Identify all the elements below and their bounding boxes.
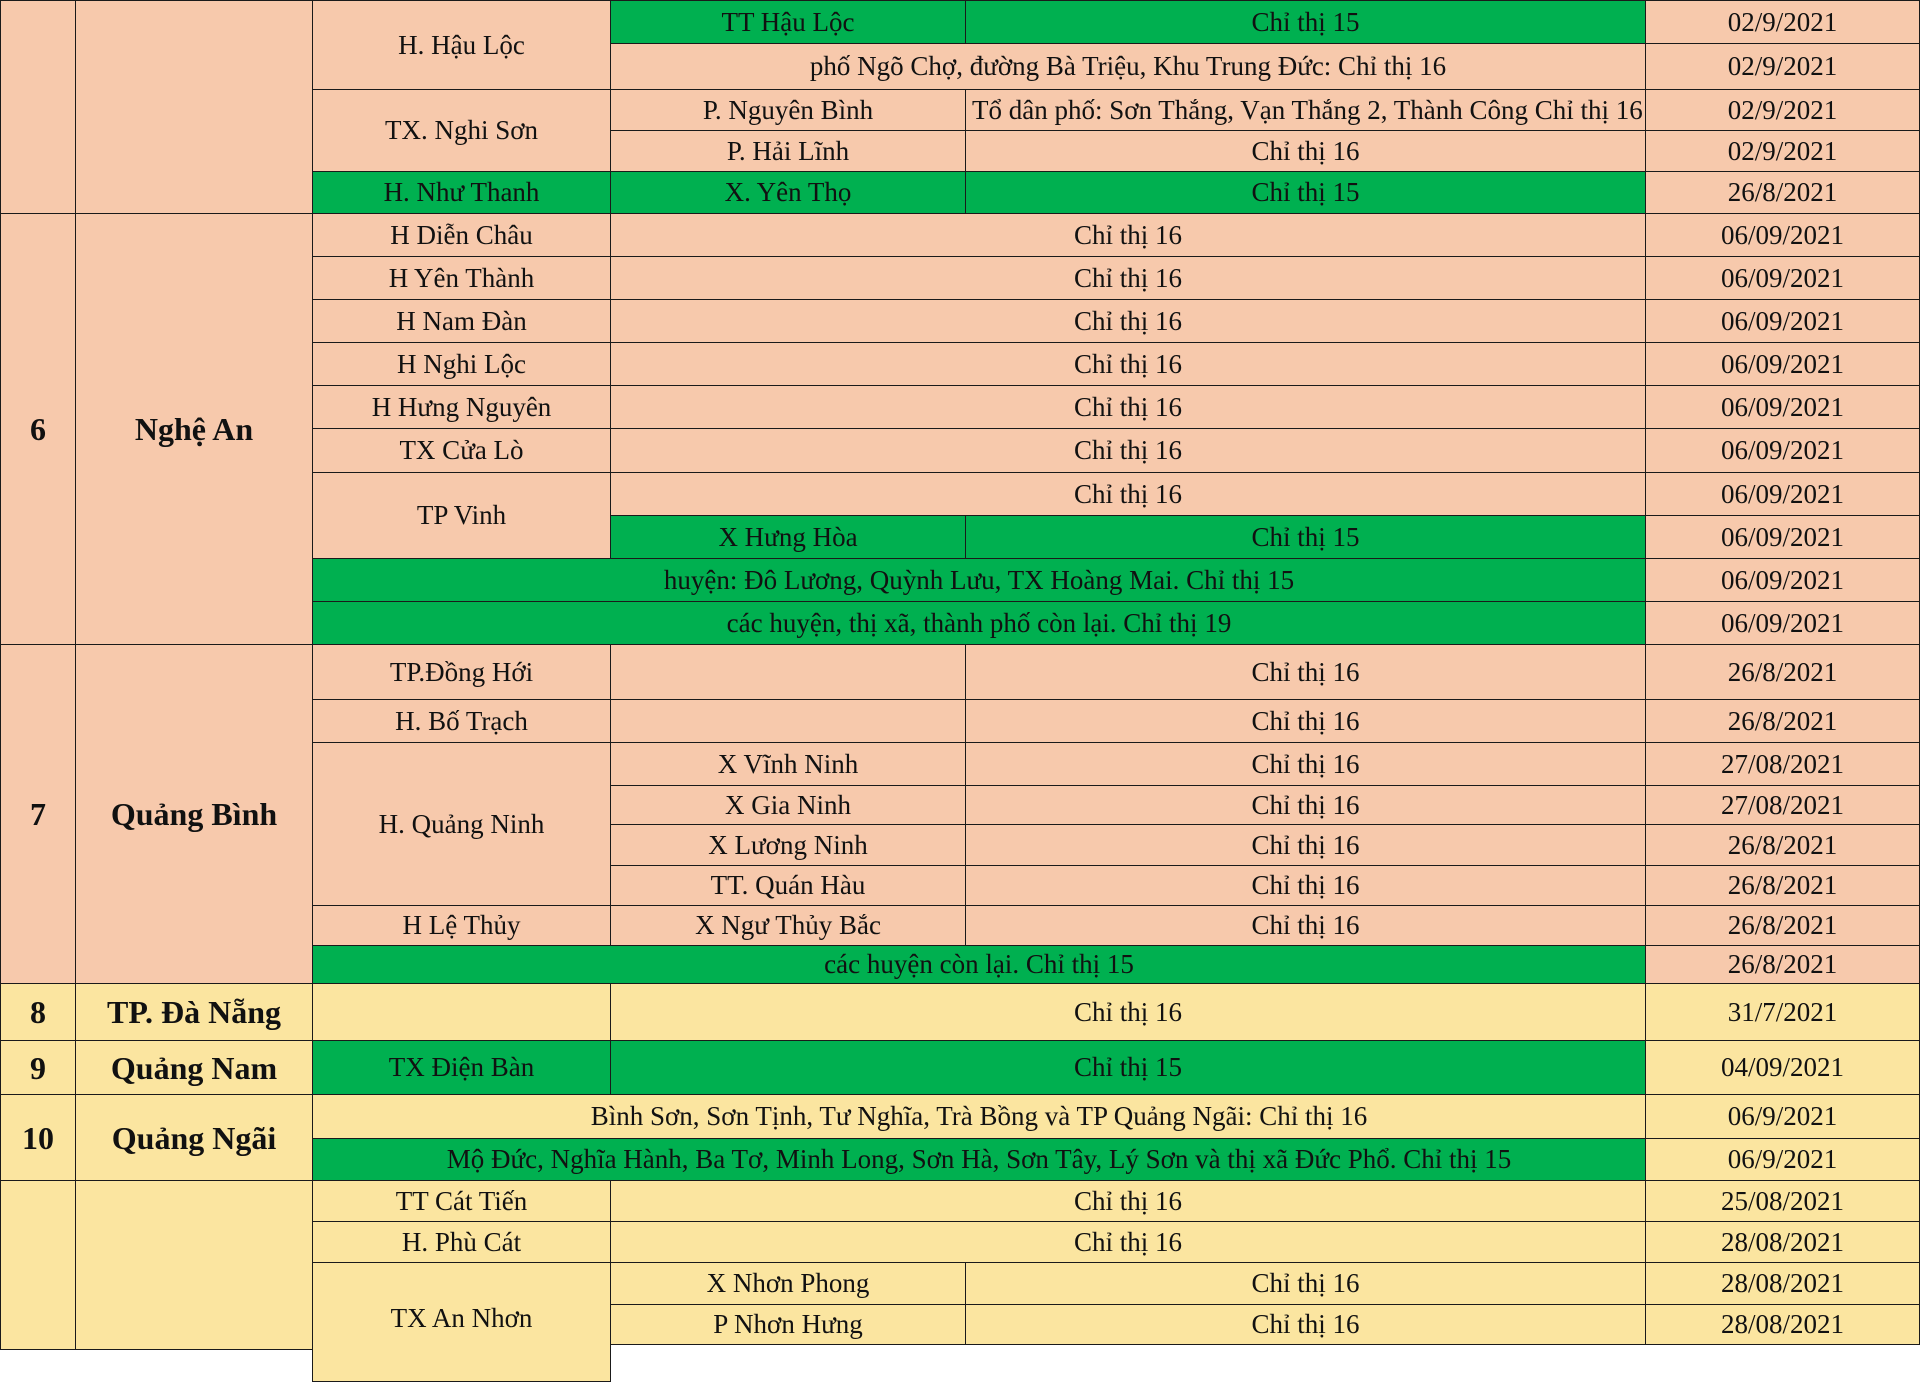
rule-hai-linh: Chỉ thị 16 bbox=[965, 130, 1646, 172]
rule-do-luong-group: huyện: Đô Lương, Quỳnh Lưu, TX Hoàng Mai. Chỉ thị 15 bbox=[312, 558, 1646, 602]
rule-nguyen-binh: Tổ dân phố: Sơn Thắng, Vạn Thắng 2, Thành Công Chỉ thị 16 bbox=[965, 89, 1646, 131]
rule-quan-hau: Chỉ thị 16 bbox=[965, 865, 1646, 906]
province-quang-binh: Quảng Bình bbox=[75, 644, 313, 984]
commune-gia-ninh: X Gia Ninh bbox=[610, 785, 966, 825]
rule-tt-hau-loc: Chỉ thị 15 bbox=[965, 0, 1646, 44]
stt-quang-binh: 7 bbox=[0, 644, 76, 984]
district-dien-chau: H Diễn Châu bbox=[312, 213, 611, 257]
commune-ngu-thuy-bac: X Ngư Thủy Bắc bbox=[610, 905, 966, 946]
rule-phu-cat: Chỉ thị 16 bbox=[610, 1221, 1646, 1263]
date-ngu-thuy-bac: 26/8/2021 bbox=[1645, 905, 1920, 946]
ward-hai-linh: P. Hải Lĩnh bbox=[610, 130, 966, 172]
district-da-nang-empty bbox=[312, 983, 611, 1041]
stt-quang-ngai: 10 bbox=[0, 1094, 76, 1181]
province-quang-nam: Quảng Nam bbox=[75, 1040, 313, 1095]
date-dien-chau: 06/09/2021 bbox=[1645, 213, 1920, 257]
rule-bo-trach: Chỉ thị 16 bbox=[965, 699, 1646, 743]
district-yen-thanh: H Yên Thành bbox=[312, 256, 611, 300]
date-cua-lo: 06/09/2021 bbox=[1645, 428, 1920, 473]
rule-tp-vinh: Chỉ thị 16 bbox=[610, 472, 1646, 516]
date-nam-dan: 06/09/2021 bbox=[1645, 299, 1920, 343]
district-dien-ban: TX Điện Bàn bbox=[312, 1040, 611, 1095]
province-cell-empty bbox=[75, 0, 313, 214]
district-bo-trach: H. Bố Trạch bbox=[312, 699, 611, 743]
province-da-nang: TP. Đà Nẵng bbox=[75, 983, 313, 1041]
date-hai-linh: 02/9/2021 bbox=[1645, 130, 1920, 172]
stt-cell-empty-bottom bbox=[0, 1180, 76, 1350]
date-nhon-hung: 28/08/2021 bbox=[1645, 1304, 1920, 1345]
date-yen-thanh: 06/09/2021 bbox=[1645, 256, 1920, 300]
district-an-nhon: TX An Nhơn bbox=[312, 1262, 611, 1382]
province-quang-ngai: Quảng Ngãi bbox=[75, 1094, 313, 1181]
date-gia-ninh: 27/08/2021 bbox=[1645, 785, 1920, 825]
district-hung-nguyen: H Hưng Nguyên bbox=[312, 385, 611, 429]
ward-nhon-hung: P Nhơn Hưng bbox=[610, 1304, 966, 1345]
rule-nghi-loc: Chỉ thị 16 bbox=[610, 342, 1646, 386]
date-tt-hau-loc: 02/9/2021 bbox=[1645, 0, 1920, 44]
rule-quang-binh-rest: các huyện còn lại. Chỉ thị 15 bbox=[312, 945, 1646, 984]
commune-tt-hau-loc: TT Hậu Lộc bbox=[610, 0, 966, 44]
province-cell-empty-bottom bbox=[75, 1180, 313, 1350]
rule-cua-lo: Chỉ thị 16 bbox=[610, 428, 1646, 473]
district-nghi-son: TX. Nghi Sơn bbox=[312, 89, 611, 172]
date-hung-nguyen: 06/09/2021 bbox=[1645, 385, 1920, 429]
district-le-thuy: H Lệ Thủy bbox=[312, 905, 611, 946]
date-nguyen-binh: 02/9/2021 bbox=[1645, 89, 1920, 131]
rule-luong-ninh: Chỉ thị 16 bbox=[965, 824, 1646, 866]
date-vinh-ninh: 27/08/2021 bbox=[1645, 742, 1920, 786]
rule-yen-tho: Chỉ thị 15 bbox=[965, 171, 1646, 214]
date-hung-hoa: 06/09/2021 bbox=[1645, 515, 1920, 559]
district-nghi-loc: H Nghi Lộc bbox=[312, 342, 611, 386]
date-yen-tho: 26/8/2021 bbox=[1645, 171, 1920, 214]
date-nghe-an-rest: 06/09/2021 bbox=[1645, 601, 1920, 645]
date-da-nang: 31/7/2021 bbox=[1645, 983, 1920, 1041]
date-quang-binh-rest: 26/8/2021 bbox=[1645, 945, 1920, 984]
commune-luong-ninh: X Lương Ninh bbox=[610, 824, 966, 866]
date-tp-vinh: 06/09/2021 bbox=[1645, 472, 1920, 516]
rule-ngu-thuy-bac: Chỉ thị 16 bbox=[965, 905, 1646, 946]
commune-yen-tho: X. Yên Thọ bbox=[610, 171, 966, 214]
district-phu-cat: H. Phù Cát bbox=[312, 1221, 611, 1263]
date-luong-ninh: 26/8/2021 bbox=[1645, 824, 1920, 866]
date-do-luong-group: 06/09/2021 bbox=[1645, 558, 1920, 602]
rule-da-nang: Chỉ thị 16 bbox=[610, 983, 1646, 1041]
district-cua-lo: TX Cửa Lò bbox=[312, 428, 611, 473]
rule-cat-tien: Chỉ thị 16 bbox=[610, 1180, 1646, 1222]
rule-hung-nguyen: Chỉ thị 16 bbox=[610, 385, 1646, 429]
rule-quang-ngai-ct15: Mộ Đức, Nghĩa Hành, Ba Tơ, Minh Long, Sơn Hà, Sơn Tây, Lý Sơn và thị xã Đức Phổ. Chỉ thị 15 bbox=[312, 1138, 1646, 1181]
commune-vinh-ninh: X Vĩnh Ninh bbox=[610, 742, 966, 786]
date-nghi-loc: 06/09/2021 bbox=[1645, 342, 1920, 386]
district-cat-tien: TT Cát Tiến bbox=[312, 1180, 611, 1222]
rule-nhon-phong: Chỉ thị 16 bbox=[965, 1262, 1646, 1305]
commune-hung-hoa: X Hưng Hòa bbox=[610, 515, 966, 559]
stt-cell-empty bbox=[0, 0, 76, 214]
rule-hau-loc-streets: phố Ngõ Chợ, đường Bà Triệu, Khu Trung Đức: Chỉ thị 16 bbox=[610, 43, 1646, 90]
rule-dien-ban: Chỉ thị 15 bbox=[610, 1040, 1646, 1095]
commune-dong-hoi-empty bbox=[610, 644, 966, 700]
district-nam-dan: H Nam Đàn bbox=[312, 299, 611, 343]
rule-vinh-ninh: Chỉ thị 16 bbox=[965, 742, 1646, 786]
commune-bo-trach-empty bbox=[610, 699, 966, 743]
district-nhu-thanh: H. Như Thanh bbox=[312, 171, 611, 214]
date-hau-loc-streets: 02/9/2021 bbox=[1645, 43, 1920, 90]
stt-nghe-an: 6 bbox=[0, 213, 76, 645]
rule-dong-hoi: Chỉ thị 16 bbox=[965, 644, 1646, 700]
date-cat-tien: 25/08/2021 bbox=[1645, 1180, 1920, 1222]
date-dong-hoi: 26/8/2021 bbox=[1645, 644, 1920, 700]
date-phu-cat: 28/08/2021 bbox=[1645, 1221, 1920, 1263]
rule-gia-ninh: Chỉ thị 16 bbox=[965, 785, 1646, 825]
date-bo-trach: 26/8/2021 bbox=[1645, 699, 1920, 743]
district-dong-hoi: TP.Đồng Hới bbox=[312, 644, 611, 700]
district-quang-ninh: H. Quảng Ninh bbox=[312, 742, 611, 906]
date-quang-ngai-ct15: 06/9/2021 bbox=[1645, 1138, 1920, 1181]
province-nghe-an: Nghệ An bbox=[75, 213, 313, 645]
date-quang-ngai-ct16: 06/9/2021 bbox=[1645, 1094, 1920, 1139]
date-quan-hau: 26/8/2021 bbox=[1645, 865, 1920, 906]
rule-nghe-an-rest: các huyện, thị xã, thành phố còn lại. Chỉ thị 19 bbox=[312, 601, 1646, 645]
rule-nam-dan: Chỉ thị 16 bbox=[610, 299, 1646, 343]
date-nhon-phong: 28/08/2021 bbox=[1645, 1262, 1920, 1305]
district-tp-vinh: TP Vinh bbox=[312, 472, 611, 559]
rule-hung-hoa: Chỉ thị 15 bbox=[965, 515, 1646, 559]
ward-nguyen-binh: P. Nguyên Bình bbox=[610, 89, 966, 131]
rule-quang-ngai-ct16: Bình Sơn, Sơn Tịnh, Tư Nghĩa, Trà Bồng và TP Quảng Ngãi: Chỉ thị 16 bbox=[312, 1094, 1646, 1139]
commune-quan-hau: TT. Quán Hàu bbox=[610, 865, 966, 906]
stt-da-nang: 8 bbox=[0, 983, 76, 1041]
date-dien-ban: 04/09/2021 bbox=[1645, 1040, 1920, 1095]
ward-nhon-phong: X Nhơn Phong bbox=[610, 1262, 966, 1305]
rule-nhon-hung: Chỉ thị 16 bbox=[965, 1304, 1646, 1345]
rule-yen-thanh: Chỉ thị 16 bbox=[610, 256, 1646, 300]
rule-dien-chau: Chỉ thị 16 bbox=[610, 213, 1646, 257]
district-hau-loc: H. Hậu Lộc bbox=[312, 0, 611, 90]
stt-quang-nam: 9 bbox=[0, 1040, 76, 1095]
